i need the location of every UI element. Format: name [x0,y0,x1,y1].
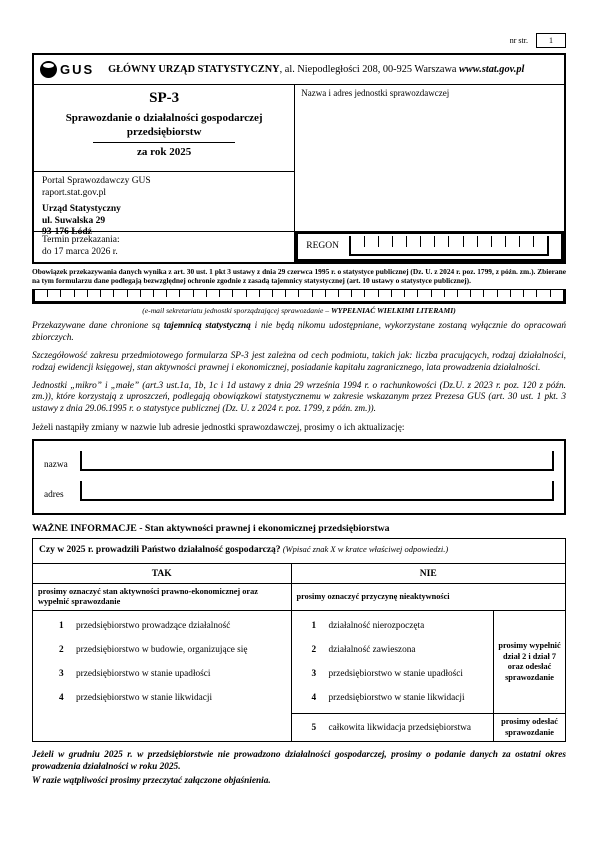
header-org-row [34,55,564,85]
page-number-box: 1 [536,33,566,48]
address-row [44,481,554,501]
no-item-5-num: 5 [311,722,317,733]
email-caption-bold: WYPEŁNIAĆ WIELKIMI LITERAMI) [330,306,456,315]
portal-line: Portal Sprawozdawczy GUS [42,176,151,186]
no-subheader: prosimy oznaczyć przyczynę nieaktywności [291,584,566,611]
email-caption [32,306,566,315]
update-box [32,439,566,515]
note-sections-cell: prosimy wypełnić dział 2 i dział 7 oraz odesłać sprawozdanie [494,611,566,714]
title-divider [93,142,235,143]
form-code: SP-3 [149,90,180,106]
paragraph-scope: Szczegółowość zakresu przedmiotowego formularza SP-3 jest zależna od cech podmiotu, takich jak: liczba pracujących, rodzaj działalności, rodzaj ewidencji księgowej, stan aktywności prawnej i ekonomicznej, posiadanie kapitału zagranicznego, lata prowadzenia działalności. [32,350,566,373]
no-item-2-label: działalność zawieszona [328,645,416,656]
deadline-value: do 17 marca 2026 r. [42,246,118,257]
footer-note-2: W razie wątpliwości prosimy przeczytać załączone objaśnienia. [32,776,271,787]
legal-notice: Obowiązek przekazywania danych wynika z art. 30 ust. 1 pkt 3 ustawy z dnia 29 czerwca 1995 r. o statystyce publicznej (Dz. U. z 2024 r. poz. 1799, z późn. zm.). Zbierane na tym formularzu dane podlegają bezwzględnej ochronie zgodnie z zasadą tajemnicy statystycznej (art. 10 ustawy o statystyce publicznej). [32,266,566,286]
no-item-3-num: 3 [311,669,317,680]
no-items-cell [291,611,494,714]
paragraph-micro-units: Jednostki „mikro” i „małe” (art.3 ust.1a, 1b, 1c i 1d ustawy z dnia 29 września 1994 r. o rachunkowości (Dz.U. z 2023 r. poz. 120 z późn. zm.)), które korzystają z uproszczeń, podlegają obowiązkowi statystycznemu w zakresie wskazanym przez Prezesa GUS (art. 30 ust. 1 pkt. 3 ustawy z dnia 29.06.1995 r. o statystyce publicznej (Dz. U. z 2024 r. poz. 1799, z późn. zm.)). [32,380,566,415]
form-title-line1: Sprawozdanie o działalności gospodarczej [65,112,263,124]
regon-input[interactable] [349,236,549,256]
no-item-4-label: przedsiębiorstwo w stanie likwidacji [328,693,465,704]
no-header: NIE [291,564,566,584]
yes-item-2-label: przedsiębiorstwo w budowie, organizujące się [76,645,248,656]
yes-item-4-num: 4 [59,693,64,704]
question-note: (Wpisać znak X w kratce właściwej odpowiedzi.) [280,544,449,555]
yes-item-1-num: 1 [59,621,64,632]
no-item-5-label: całkowita likwidacja przedsiębiorstwa [328,722,471,733]
yes-item-4[interactable] [59,693,287,703]
org-address: , al. Niepodległości 208, 00-925 Warszawa [279,64,460,75]
regon-box [295,231,564,262]
name-row [44,451,554,471]
yes-item-2[interactable] [59,645,287,655]
yes-item-2-num: 2 [59,645,64,656]
footer-note-1: Jeżeli w grudniu 2025 r. w przedsiębiorstwie nie prowadzono działalności gospodarczej, prosimy o podanie danych za ostatni okres prowadzenia działalności w roku 2025. [32,749,566,772]
paragraph-secrecy-bold: tajemnicą statystyczną [163,321,251,331]
no-item-1[interactable] [312,621,490,631]
no-item-5[interactable] [312,723,490,733]
form-title-block [34,85,294,172]
name-label: nazwa [44,460,68,471]
no-item-4[interactable] [312,693,490,703]
gus-logo [40,61,94,78]
page-number-label: nr str. [509,36,528,45]
address-label: adres [44,490,64,501]
org-name: GŁÓWNY URZĄD STATYSTYCZNY [108,64,280,75]
no-item-3[interactable] [312,669,490,679]
question-text: Czy w 2025 r. prowadzili Państwo działalność gospodarczą? [39,545,281,556]
email-caption-text: (e-mail sekretariatu jednostki sporządzającej sprawozdanie – [142,306,331,315]
deadline-block [34,232,294,262]
gus-logo-icon [40,61,57,78]
header-columns [34,85,564,262]
paragraph-secrecy-post: i nie będą nikomu udostępniane, wykorzystane zostaną wyłącznie do opracowań zbiorczych. [32,321,567,343]
form-title-line2: przedsiębiorstw [126,125,202,138]
paragraph-secrecy [32,321,566,345]
question-cell [33,539,566,564]
yes-header: TAK [33,564,292,584]
form-header-box [32,53,566,264]
paragraph-secrecy-pre: Przekazywane dane chronione są [32,321,164,331]
important-info-heading: WAŻNE INFORMACJE - Stan aktywności prawnej i ekonomicznej przedsiębiorstwa [32,523,390,535]
update-prompt: Jeżeli nastąpiły zmiany w nazwie lub adresie jednostki sprawozdawczej, prosimy o ich aktualizację: [32,423,405,434]
yes-item-3-num: 3 [59,669,64,680]
yes-item-3-label: przedsiębiorstwo w stanie upadłości [76,669,211,680]
deadline-label: Termin przekazania: [42,235,120,245]
yes-item-3[interactable] [59,669,287,679]
header-right-column [295,85,564,262]
no-item-2-num: 2 [311,645,317,656]
yes-items-cell [33,611,292,742]
address-input[interactable] [80,481,554,501]
activity-status-table [32,538,566,742]
page-number-row [32,33,566,48]
no-item-2[interactable] [312,645,490,655]
office-name: Urząd Statystyczny [42,204,121,215]
yes-item-4-label: przedsiębiorstwo w stanie likwidacji [76,693,213,704]
no-item-1-num: 1 [311,621,317,632]
yes-item-1-label: przedsiębiorstwo prowadzące działalność [76,621,231,632]
yes-subheader: prosimy oznaczyć stan aktywności prawno-ekonomicznej oraz wypełnić sprawozdanie [33,584,292,611]
unit-name-address-label: Nazwa i adres jednostki sprawozdawczej [301,88,450,98]
header-left-column [34,85,295,262]
portal-url-link[interactable]: raport.stat.gov.pl [42,187,107,198]
form-year: za rok 2025 [137,145,192,158]
no-item-4-num: 4 [311,693,317,704]
org-address-line [108,64,524,75]
name-input[interactable] [80,451,554,471]
gus-logo-text: GUS [60,62,95,77]
form-title [42,112,286,140]
unit-name-address-field[interactable] [295,85,564,231]
note-return-cell: prosimy odesłać sprawozdanie [494,714,566,742]
office-city: 93-176 Łódź [42,227,92,238]
regon-label: REGON [306,241,340,252]
office-street: ul. Suwalska 29 [42,215,106,226]
yes-item-1[interactable] [59,621,287,631]
portal-office-block [34,172,294,238]
email-input[interactable] [32,289,566,304]
no-item-3-label: przedsiębiorstwo w stanie upadłości [328,669,464,680]
org-website-link[interactable]: www.stat.gov.pl [459,64,525,75]
no-item-5-cell [291,714,494,742]
no-item-1-label: działalność nierozpoczęta [328,621,425,632]
